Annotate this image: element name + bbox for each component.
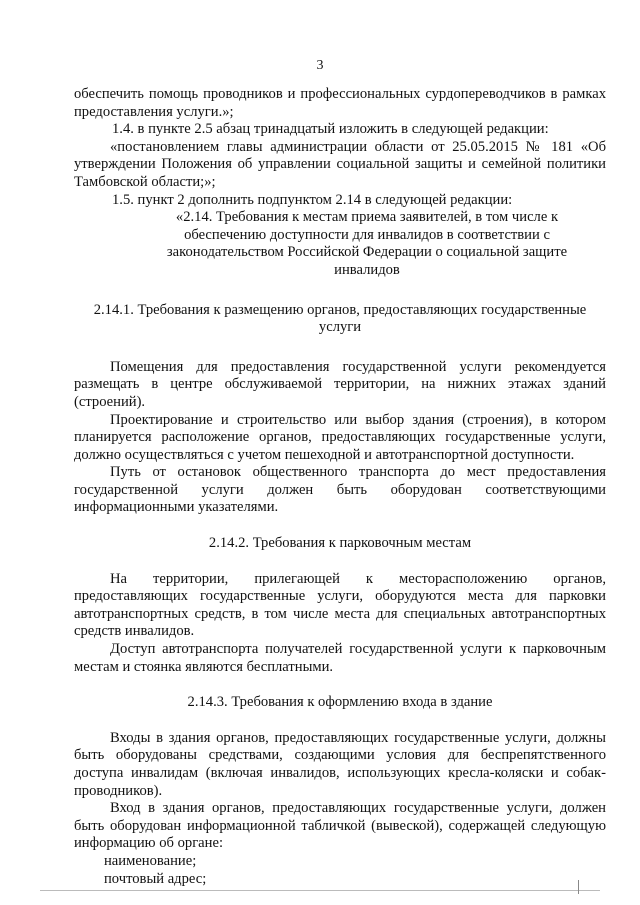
- paragraph-1: обеспечить помощь проводников и профессиональных сурдопереводчиков в рамках предоставления услуги.»;: [74, 86, 606, 120]
- paragraph-parking: На территории, прилегающей к месторасположению органов, предоставляющих государственные услуги, оборудуются места для парковки автотранспортных средств, в том числе места для специальных автотранспортных средств инвалидов.: [74, 570, 606, 640]
- paragraph-parking-free: Доступ автотранспорта получателей государственной услуги к парковочным местам и стоянка являются бесплатными.: [74, 641, 606, 675]
- page-number: 3: [316, 58, 324, 73]
- paragraph-design: Проектирование и строительство или выбор здания (строения), в котором планируется расположение органов, предоставляющих государственные услуги, должно осуществляться с учетом пешеходной и автотранспортной доступности.: [74, 411, 606, 463]
- heading-2-14-1: 2.14.1. Требования к размещению органов, предоставляющих государственные услуги: [93, 301, 587, 336]
- paragraph-premises: Помещения для предоставления государственной услуги рекомендуется размещать в центре обслуживаемой территории, на нижних этажах зданий (строений).: [74, 358, 606, 410]
- list-item-name: наименование;: [104, 852, 197, 869]
- heading-2-14-3: 2.14.3. Требования к оформлению входа в здание: [187, 694, 493, 711]
- footer-divider: [40, 890, 600, 891]
- list-item-address: почтовый адрес;: [104, 870, 207, 887]
- paragraph-route: Путь от остановок общественного транспорта до мест предоставления государственной услуги должен быть оборудован соответствующими информационными указателями.: [74, 464, 606, 516]
- item-1-5: 1.5. пункт 2 дополнить подпунктом 2.14 в следующей редакции:: [112, 191, 513, 208]
- document-body: [74, 86, 606, 888]
- paragraph-signboard: Вход в здания органов, предоставляющих государственные услуги, должен быть оборудован информационной табличкой (вывеской), содержащей следующую информацию об органе:: [74, 800, 606, 852]
- footer-mark: [578, 880, 579, 894]
- section-2-14-title: «2.14. Требования к местам приема заявителей, в том числе к обеспечению доступности для инвалидов в соответствии с законодательством Российской Федерации о социальной защите инвалидов: [166, 209, 568, 278]
- item-1-4: 1.4. в пункте 2.5 абзац тринадцатый изложить в следующей редакции:: [112, 121, 549, 138]
- paragraph-entrances: Входы в здания органов, предоставляющих государственные услуги, должны быть оборудованы средствами, создающими условия для беспрепятственного доступа инвалидам (включая инвалидов, использующих кресла-коляски и собак-проводников).: [74, 729, 606, 799]
- paragraph-resolution-quote: «постановлением главы администрации области от 25.05.2015 № 181 «Об утверждении Положения об управлении социальной защиты и семейной политики Тамбовской области;»;: [74, 138, 606, 190]
- heading-2-14-2: 2.14.2. Требования к парковочным местам: [208, 535, 472, 552]
